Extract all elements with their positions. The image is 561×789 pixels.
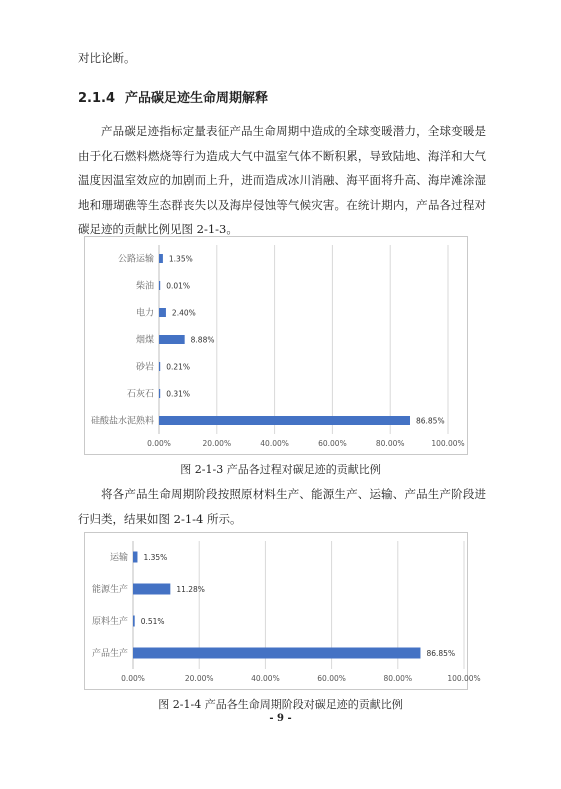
- category-label: 能源生产: [91, 585, 128, 595]
- chart-frame-2: [84, 532, 481, 690]
- figure-caption-2: 图 2-1-4 产品各生命周期阶段对碳足迹的贡献比例: [158, 698, 403, 711]
- data-label: 0.51%: [140, 617, 165, 626]
- data-label: 0.31%: [166, 389, 191, 399]
- data-label: 1.35%: [143, 553, 168, 562]
- bar: [133, 552, 137, 563]
- x-tick-label: 100.00%: [431, 439, 465, 448]
- section-number: 2.1.4: [78, 91, 116, 106]
- bar: [133, 616, 135, 627]
- bar: [159, 416, 410, 425]
- x-tick-label: 80.00%: [383, 674, 413, 683]
- data-label: 2.40%: [171, 308, 196, 318]
- category-label: 烟煤: [135, 335, 154, 346]
- category-label: 运输: [109, 553, 128, 563]
- x-tick-label: 20.00%: [184, 674, 214, 683]
- paragraph-stages: 将各产品生命周期阶段按照原材料生产、能源生产、运输、产品生产阶段进行归类，结果如图 2-1-4 所示。: [78, 487, 486, 526]
- x-tick-label: 60.00%: [317, 674, 346, 683]
- x-tick-label: 0.00%: [147, 439, 171, 448]
- bar: [159, 389, 160, 398]
- figure-caption-1: 图 2-1-3 产品各过程对碳足迹的贡献比例: [180, 463, 381, 476]
- category-label: 公路运输: [117, 254, 154, 265]
- category-label: 产品生产: [91, 649, 128, 659]
- category-label: 柴油: [135, 281, 154, 292]
- bar: [133, 648, 420, 659]
- bar: [159, 308, 166, 317]
- bar: [133, 584, 170, 595]
- bar: [159, 362, 160, 371]
- section-heading: [78, 87, 268, 106]
- category-label: 砂岩: [135, 362, 154, 373]
- category-label: 石灰石: [126, 389, 154, 400]
- x-tick-label: 20.00%: [202, 439, 232, 448]
- x-tick-label: 80.00%: [375, 439, 405, 448]
- section-title: 产品碳足迹生命周期解释: [125, 91, 269, 106]
- page-number: - 9 -: [269, 713, 292, 724]
- bar: [159, 335, 185, 344]
- data-label: 86.85%: [426, 649, 456, 658]
- x-tick-label: 100.00%: [447, 674, 481, 683]
- chart-frame-1: [84, 236, 468, 455]
- category-label: 原料生产: [91, 617, 128, 627]
- paragraph-intro: 产品碳足迹指标定量表征产品生命周期中造成的全球变暖潜力，全球变暖是由于化石燃料燃烧等行为造成大气中温室气体不断积累，导致陆地、海洋和大气温度因温室效应的加剧而上升，进而造成冰川消融、海平面将升高、海岸滩涂湿地和珊瑚礁等生态群丧失以及海岸侵蚀等气候灾害。在统计期内，产品各过程对碳足迹的贡献比例见图 2-1-3。: [78, 124, 486, 236]
- data-label: 1.35%: [168, 254, 193, 264]
- bar: [159, 254, 163, 263]
- x-tick-label: 40.00%: [251, 674, 280, 683]
- data-label: 0.21%: [166, 362, 191, 372]
- data-label: 8.88%: [190, 335, 215, 345]
- x-tick-label: 60.00%: [318, 439, 347, 448]
- lifecycle-stage-chart: [85, 533, 481, 689]
- process-contribution-chart: [85, 237, 467, 454]
- lead-line: 对比论断。: [78, 51, 136, 65]
- x-tick-label: 0.00%: [121, 674, 145, 683]
- category-label: 硅酸盐水泥熟料: [90, 416, 154, 427]
- data-label: 0.01%: [166, 281, 191, 291]
- x-tick-label: 40.00%: [260, 439, 289, 448]
- data-label: 86.85%: [415, 416, 445, 426]
- bar: [159, 281, 160, 290]
- category-label: 电力: [135, 308, 154, 319]
- data-label: 11.28%: [176, 585, 205, 594]
